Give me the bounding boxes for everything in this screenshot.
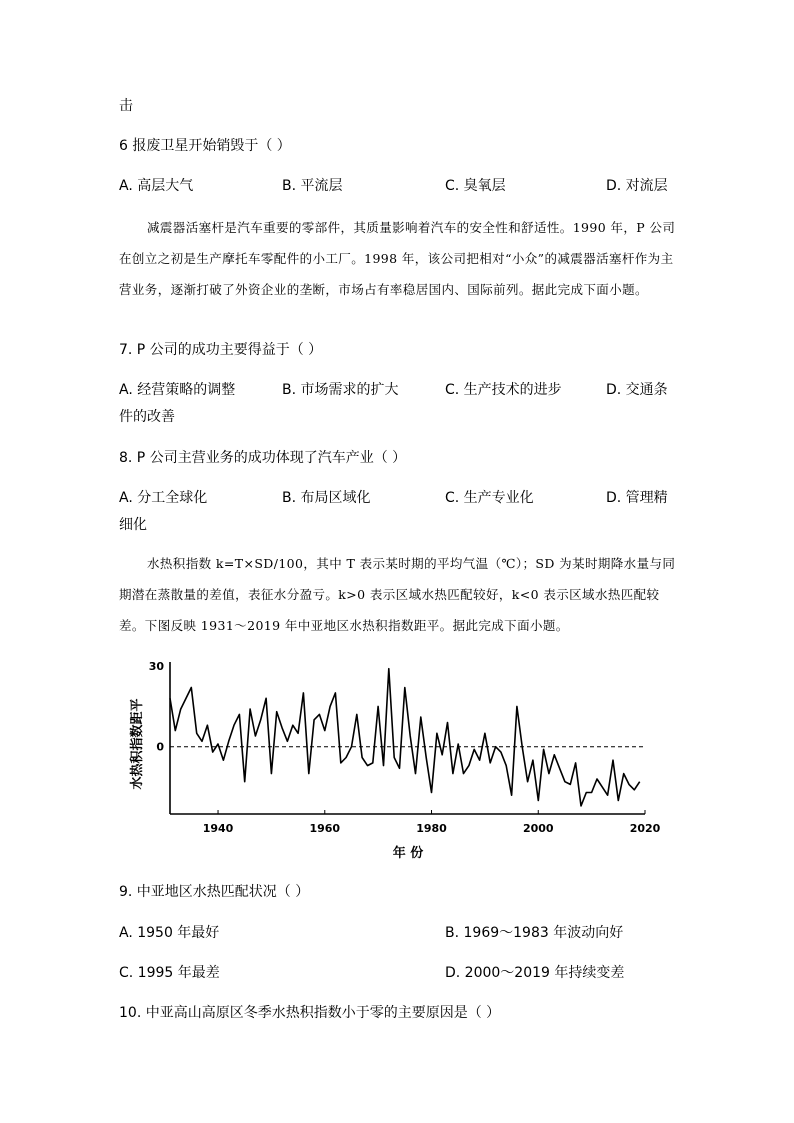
passage-water-heat-index: 水热积指数 k=T×SD/100，其中 T 表示某时期的平均气温（℃）；SD 为某时期降水量与同期潜在蒸散量的差值，表征水分盈亏。k>0 表示区域水热匹配较好，k<0 表示区域水热匹配较差。下图反映 1931～2019 年中亚地区水热积指数距平。据此完成下面小题。 <box>119 556 676 633</box>
q7-option-b[interactable]: B. 市场需求的扩大 <box>282 382 399 398</box>
q8-stem: 8. P 公司主营业务的成功体现了汽车产业（ ） <box>119 450 407 466</box>
q6-option-d[interactable]: D. 对流层 <box>606 178 668 194</box>
q7-option-d-wrap: 件的改善 <box>119 409 175 425</box>
q8-option-b[interactable]: B. 布局区域化 <box>282 490 371 506</box>
q8-option-a[interactable]: A. 分工全球化 <box>119 490 208 506</box>
q6-option-a[interactable]: A. 高层大气 <box>119 178 194 194</box>
q8-option-d[interactable]: D. 管理精 <box>606 490 668 506</box>
water-heat-index-chart <box>110 652 670 864</box>
x-tick-label: 1960 <box>309 822 341 835</box>
q7-option-c[interactable]: C. 生产技术的进步 <box>445 382 562 398</box>
q9-option-d[interactable]: D. 2000～2019 年持续变差 <box>445 965 625 981</box>
y-tick-label: 0 <box>156 740 164 754</box>
q7-stem: 7. P 公司的成功主要得益于（ ） <box>119 342 323 358</box>
x-tick-label: 1980 <box>416 822 447 835</box>
y-tick-label: 30 <box>148 660 164 673</box>
x-axis-label: 年 份 <box>392 846 424 861</box>
q9-option-b[interactable]: B. 1969～1983 年波动向好 <box>445 925 624 941</box>
q9-stem: 9. 中亚地区水热匹配状况（ ） <box>119 884 310 900</box>
q9-option-a[interactable]: A. 1950 年最好 <box>119 925 220 941</box>
x-tick-label: 2000 <box>522 822 554 835</box>
q8-option-c[interactable]: C. 生产专业化 <box>445 490 534 506</box>
q6-option-b[interactable]: B. 平流层 <box>282 178 343 194</box>
y-tick-group <box>149 660 165 754</box>
q7-option-a[interactable]: A. 经营策略的调整 <box>119 382 236 398</box>
q8-option-d-wrap: 细化 <box>119 517 147 533</box>
q10-stem: 10. 中亚高山高原区冬季水热积指数小于零的主要原因是（ ） <box>119 1005 501 1021</box>
x-tick-label: 1940 <box>202 822 234 835</box>
series-line <box>170 669 640 806</box>
q6-option-c[interactable]: C. 臭氧层 <box>445 178 506 194</box>
q7-option-d[interactable]: D. 交通条 <box>606 382 668 398</box>
x-tick-label: 2020 <box>629 822 661 835</box>
q5-tail-text: 击 <box>119 98 133 114</box>
y-axis-label: 水热积指数距平 <box>130 698 145 790</box>
q9-option-c[interactable]: C. 1995 年最差 <box>119 965 220 981</box>
passage-p-company: 减震器活塞杆是汽车重要的零部件，其质量影响着汽车的安全性和舒适性。1990 年，P 公司在创立之初是生产摩托车零配件的小工厂。1998 年，该公司把相对“小众”的减震器活塞杆作为主营业务，逐渐打破了外资企业的垄断，市场占有率稳居国内、国际前列。据此完成下面小题。 <box>119 220 676 297</box>
q6-stem: 6 报废卫星开始销毁于（ ） <box>119 138 291 154</box>
